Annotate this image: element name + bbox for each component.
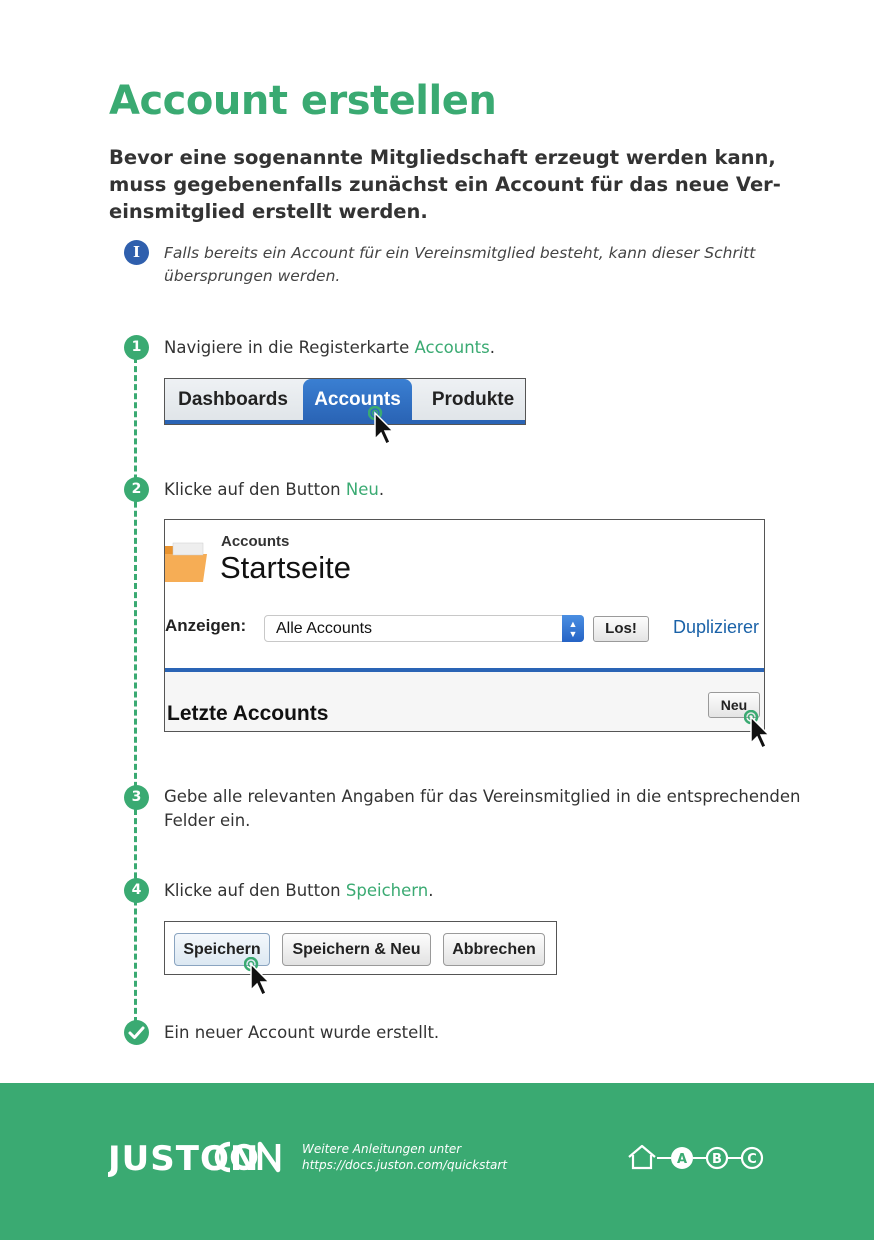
footer (0, 1083, 874, 1240)
footer-line: Weitere Anleitungen unter (302, 1142, 462, 1156)
view-label: Anzeigen: (165, 616, 247, 635)
page-title: Account erstellen (109, 78, 497, 124)
select-arrows-icon: ▲ ▼ (562, 615, 584, 642)
info-line: übersprungen werden. (164, 267, 341, 285)
click-cursor-icon (744, 710, 774, 750)
intro-paragraph (109, 144, 781, 225)
tab-produkte[interactable]: Produkte (431, 389, 515, 410)
footer-link[interactable]: https://docs.juston.com/quickstart (302, 1158, 508, 1172)
accounts-home-screenshot (164, 519, 765, 732)
step-timeline (134, 348, 137, 1032)
cancel-button[interactable]: Abbrechen (443, 933, 545, 966)
badge-c-label: C (747, 1152, 757, 1167)
intro-line: muss gegebenenfalls zunächst ein Account für das neue Ver- (109, 173, 781, 196)
tab-dashboards[interactable]: Dashboards (178, 389, 288, 410)
level-badges (627, 1143, 767, 1173)
step-highlight: Accounts (414, 338, 490, 357)
duplicate-link[interactable]: Duplizierer (673, 617, 760, 637)
juston-logo (108, 1137, 288, 1177)
click-cursor-icon (368, 406, 398, 446)
step-number-2: 2 (124, 477, 149, 502)
save-buttons-screenshot (164, 921, 557, 975)
check-icon (124, 1020, 149, 1045)
step-text-part: Navigiere in die Registerkarte (164, 338, 415, 357)
step-number-4: 4 (124, 878, 149, 903)
folder-icon (165, 540, 211, 586)
result-text: Ein neuer Account wurde erstellt. (164, 1023, 440, 1042)
footer-note (302, 1141, 507, 1173)
badge-b-label: B (712, 1152, 722, 1167)
go-button[interactable]: Los! (593, 616, 649, 642)
tab-bar (165, 420, 525, 424)
tabs-screenshot (164, 378, 526, 425)
step-number-1: 1 (124, 335, 149, 360)
step-line: Felder ein. (164, 811, 251, 830)
step-text-part: . (489, 338, 495, 357)
step-highlight: Neu (345, 480, 379, 499)
info-icon: I (124, 240, 149, 265)
save-button[interactable]: Speichern (174, 933, 270, 966)
step-line: Gebe alle relevanten Angaben für das Vereinsmitglied in die entsprechenden (164, 787, 801, 806)
tab-accounts[interactable]: Accounts (303, 379, 412, 422)
page-heading: Startseite (220, 550, 351, 585)
save-and-new-button[interactable]: Speichern & Neu (282, 933, 431, 966)
intro-line: einsmitglied erstellt werden. (109, 200, 428, 223)
step-number-3: 3 (124, 785, 149, 810)
intro-line: Bevor eine sogenannte Mitgliedschaft erzeugt werden kann, (109, 146, 776, 169)
step-4-text (164, 879, 433, 903)
recent-heading: Letzte Accounts (167, 702, 329, 725)
step-2-text (164, 478, 384, 502)
object-label: Accounts (221, 533, 290, 550)
home-icon (629, 1146, 655, 1168)
step-3-text (164, 785, 801, 833)
step-highlight: Speichern (345, 881, 429, 900)
step-text-part: . (378, 480, 385, 499)
step-text-part: Klicke auf den Button (164, 881, 346, 900)
view-select-value: Alle Accounts (276, 620, 373, 637)
step-text-part: . (428, 881, 434, 900)
click-cursor-icon (244, 957, 274, 997)
step-text-part: Klicke auf den Button (164, 480, 346, 499)
new-button[interactable]: Neu (708, 692, 760, 718)
info-note (164, 242, 764, 288)
badge-a-label: A (676, 1152, 688, 1167)
info-line: Falls bereits ein Account für ein Vereinsmitglied besteht, kann dieser Schritt (164, 244, 756, 262)
step-1-text (164, 336, 495, 360)
view-select[interactable] (264, 615, 584, 642)
logo-text: JUSTON (108, 1139, 260, 1177)
